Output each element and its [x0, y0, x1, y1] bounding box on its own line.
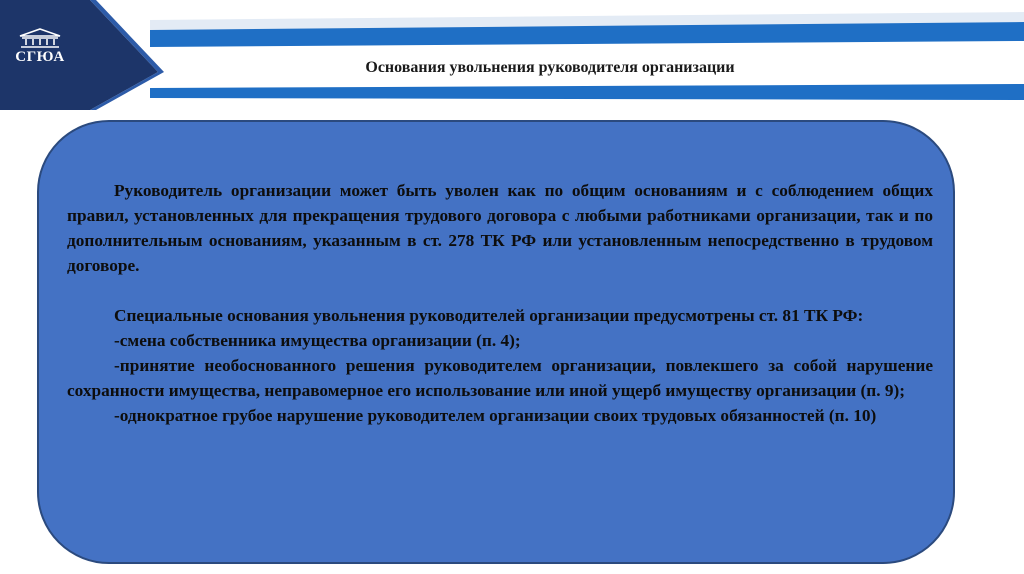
logo [12, 28, 68, 80]
page-title: Основания увольнения руководителя организации [365, 59, 735, 76]
intro-paragraph: Руководитель организации может быть уволен как по общим основаниям и с соблюдением общих правил, установленных для прекращения трудового договора с любыми работниками организации, так и по дополнительным основаниям, указанным в ст. 278 ТК РФ или установленным непосредственно в трудовом договоре. [67, 181, 933, 275]
logo-text: СГЮА [15, 49, 65, 65]
special-grounds-paragraph: Специальные основания увольнения руководителей организации предусмотрены ст. 81 ТК РФ: [114, 306, 864, 325]
header-decoration [0, 0, 1024, 110]
list-item: -смена собственника имущества организации (п. 4); [114, 331, 521, 350]
building-icon [18, 28, 62, 48]
header-band [0, 0, 1024, 110]
list-item: -принятие необоснованного решения руководителем организации, повлекшего за собой нарушение сохранности имущества, неправомерное его использование или иной ущерб имуществу организации (п. 9); [67, 356, 933, 400]
list-item: -однократное грубое нарушение руководителем организации своих трудовых обязанностей (п. 10) [114, 406, 877, 425]
content-text [67, 178, 933, 428]
